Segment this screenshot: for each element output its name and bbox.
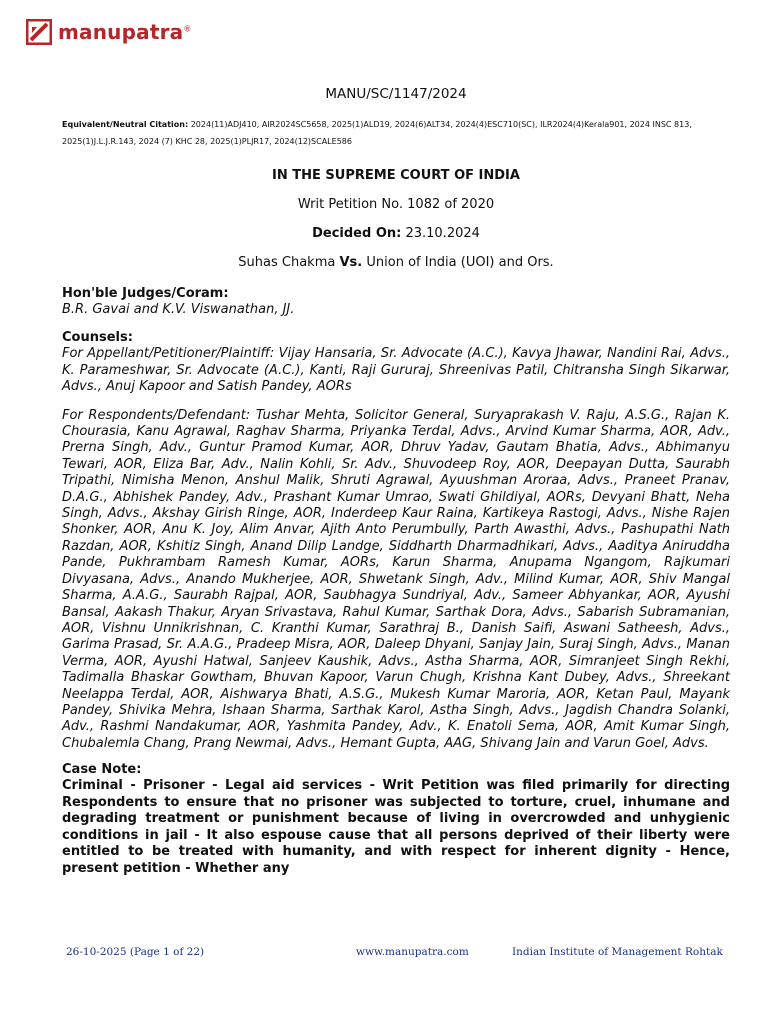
footer-institution: Indian Institute of Management Rohtak bbox=[512, 946, 723, 958]
decided-on bbox=[62, 226, 730, 241]
decided-date: 23.10.2024 bbox=[405, 226, 480, 241]
brand-name: manupatra® bbox=[58, 20, 192, 44]
court-name: IN THE SUPREME COURT OF INDIA bbox=[272, 168, 520, 183]
counsels-heading: Counsels: bbox=[62, 330, 133, 346]
citation-text: 2024(11)ADJ410, AIR2024SC5658, 2025(1)ALD19, 2024(6)ALT34, 2024(4)ESC710(SC), ILR2024(4)Kerala901, 2024 INSC 813, 2025(1)J.L.J.R.143, 2024 (7) KHC 28, 2025(1)PLJR17, 2024(12)SCALE586 bbox=[62, 120, 692, 146]
respondent-counsel: For Respondents/Defendant: Tushar Mehta, Solicitor General, Suryaprakash V. Raju, A.S.G., Rajan K. Chourasia, Kanu Agrawal, Raghav Sharma, Priyanka Terdal, Advs., Arvind Kumar Sharma, AOR, Adv., Prerna Singh, Adv., Guntur Pramod Kumar, AOR, Dhruv Yadav, Gautam Bhatia, Advs., Abhimanyu Tewari, AOR, Eliza Bar, Adv., Nalin Kohli, Sr. Adv., Shuvodeep Roy, AOR, Deepayan Dutta, Saurabh Tripathi, Nimisha Menon, Anshul Malik, Shruti Agrawal, Ayuushman Aroraa, Advs., Praneet Pranav, D.A.G., Abhishek Pandey, Adv., Prashant Kumar Umrao, Swati Ghildiyal, AORs, Devyani Bhatt, Neha Singh, Advs., Akshay Girish Ringe, AOR, Inderdeep Kaur Raina, Kartikeya Rastogi, Advs., Nishe Rajen Shonker, AOR, Anu K. Joy, Alim Anvar, Ajith Anto Perumbully, Parth Awasthi, Advs., Pashupathi Nath Razdan, AOR, Kshitiz Singh, Anand Dilip Landge, Siddharth Dharmadhikari, Advs., Aaditya Aniruddha Pande, Pukhrambam Ramesh Kumar, AORs, Karun Sharma, Anupama Ngangom, Rajkumari Divyasana, Advs., Anando Mukherjee, AOR, Shwetank Singh, Adv., Milind Kumar, AOR, Shiv Mangal Sharma, A.A.G., Saurabh Rajpal, AOR, Saubhagya Sundriyal, Adv., Sameer Abhyankar, AOR, Ayushi Bansal, Aakash Thakur, Aryan Srivastava, Rahul Kumar, Sarthak Dora, Advs., Sabarish Subramanian, AOR, Vishnu Unnikrishnan, C. Kranthi Kumar, Sarathraj B., Danish Saifi, Aswani Satheesh, Advs., Garima Prasad, Sr. A.A.G., Pradeep Misra, AOR, Daleep Dhyani, Sanjay Jain, Suraj Singh, Advs., Manan Verma, AOR, Ayushi Hatwal, Sanjeev Kaushik, Advs., Astha Sharma, AOR, Simranjeet Singh Rekhi, Tadimalla Bhaskar Gowtham, Bhuvan Kapoor, Varun Chugh, Krishna Kant Dubey, Advs., Shreekant Neelappa Terdal, AOR, Aishwarya Bhati, A.S.G., Mukesh Kumar Maroria, AOR, Ketan Paul, Mayank Pandey, Shivika Mehra, Ishaan Sharma, Sarthak Karol, Astha Singh, Advs., Jagdish Chandra Solanki, Adv., Rashmi Nandakumar, AOR, Yashmita Pandey, Adv., K. Enatoli Sema, AOR, Amit Kumar Singh, Chubalemla Chang, Prang Newmai, Advs., Hemant Gupta, AAG, Shivang Jain and Varun Goel, Advs. bbox=[62, 407, 730, 751]
judges-heading: Hon'ble Judges/Coram: bbox=[62, 286, 229, 301]
document-id: MANU/SC/1147/2024 bbox=[325, 86, 467, 102]
equivalent-citation bbox=[62, 116, 730, 150]
case-note-heading: Case Note: bbox=[62, 762, 142, 778]
case-note-text: Criminal - Prisoner - Legal aid services - Writ Petition was filed primarily for directing Respondents to ensure that no prisoner was subjected to torture, cruel, inhumane and degrading treatment or punishment because of living in overcrowded and unhygienic conditions in jail - It also espouse cause that all persons deprived of their liberty were entitled to be treated with humanity, and with respect for inherent dignity - Hence, present petition - Whether any bbox=[62, 778, 730, 876]
citation-label: Equivalent/Neutral Citation: bbox=[62, 120, 189, 129]
footer-site-link[interactable]: www.manupatra.com bbox=[356, 946, 469, 958]
manupatra-logo bbox=[26, 18, 192, 46]
appellant-counsel: For Appellant/Petitioner/Plaintiff: Vijay Hansaria, Sr. Advocate (A.C.), Kavya Jhawar, Nandini Rai, Advs., K. Parameshwar, Sr. Advocate (A.C.), Kanti, Raji Gururaj, Shreenivas Patil, Chitransha Singh Sikarwar, Advs., Anuj Kapoor and Satish Pandey, AORs bbox=[62, 346, 730, 395]
petition-number: Writ Petition No. 1082 of 2020 bbox=[297, 197, 495, 212]
parties bbox=[62, 255, 730, 270]
footer-date-page: 26-10-2025 (Page 1 of 22) bbox=[66, 946, 205, 958]
document-body bbox=[62, 86, 730, 877]
manupatra-logo-icon bbox=[26, 19, 52, 45]
versus: Vs. bbox=[339, 255, 363, 270]
decided-label: Decided On: bbox=[312, 226, 402, 241]
respondent-name: Union of India (UOI) and Ors. bbox=[366, 255, 554, 270]
judges-names: B.R. Gavai and K.V. Viswanathan, JJ. bbox=[62, 302, 295, 317]
petitioner-name: Suhas Chakma bbox=[238, 255, 336, 270]
